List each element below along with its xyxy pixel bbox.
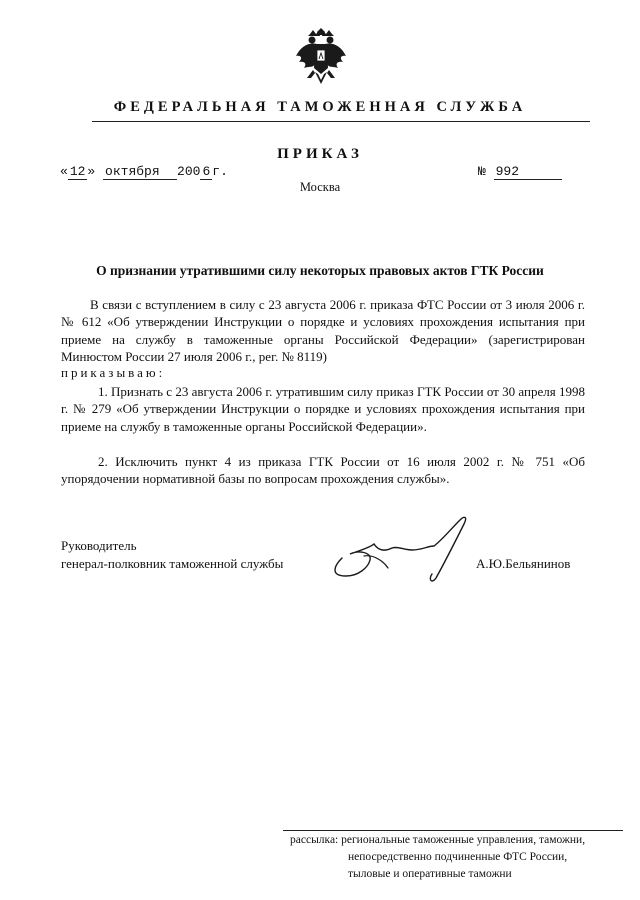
order-item-1: 1. Признать с 23 августа 2006 г. утратившим силу приказ ГТК России от 30 апреля 1998 г. № 279 «Об утверждении Инструкции о порядке и условиях прохождения испытания при приеме на службу в таможенные органы Российской Федерации». [61,384,585,434]
date-year-suffix: г. [212,164,228,179]
distribution-line-2: непосредственно подчиненные ФТС России, [348,851,568,863]
number-value: 992 [494,165,562,180]
order-item-2: 2. Исключить пункт 4 из приказа ГТК России от 16 июля 2002 г. № 751 «Об упорядочении нормативной базы по вопросам прохождения службы». [61,454,585,487]
distribution-line-1: рассылка: региональные таможенные управления, таможни, [290,834,586,846]
date-year-digit: 6 [202,164,211,179]
handwritten-signature [328,510,498,590]
document-type: ПРИКАЗ [277,146,363,162]
signer-name: А.Ю.Бельянинов [476,556,571,571]
signer-rank: генерал-полковник таможенной службы [61,556,284,571]
document-title: О признании утратившими силу некоторых правовых актов ГТК России [96,263,544,278]
city: Москва [299,180,341,194]
order-date [60,164,228,180]
signer-role: Руководитель [61,538,137,553]
number-label: № [478,164,486,179]
order-number [478,164,562,180]
agency-name: ФЕДЕРАЛЬНАЯ ТАМОЖЕННАЯ СЛУЖБА [113,99,527,115]
preamble-paragraph: В связи с вступлением в силу с 23 августа 2006 г. приказа ФТС России от 3 июля 2006 г. № 612 «Об утверждении Инструкции о порядке и условиях прохождения испытания при приеме на службу в таможенные органы Российской Федерации» (зарегистрирован Минюстом России 27 июля 2006 г., рег. № 8119) [61,297,585,365]
distribution-line-3: тыловые и оперативные таможни [348,868,512,880]
order-word: приказываю: [61,365,166,380]
double-headed-eagle-emblem-icon [293,28,349,90]
date-year-prefix: 200 [177,164,201,179]
date-close-quote: » [87,164,96,179]
date-open-quote: « [60,164,68,179]
header-rule [92,121,590,122]
date-month: октября [103,165,177,180]
distribution-rule [283,830,623,831]
date-day: 12 [69,164,86,179]
